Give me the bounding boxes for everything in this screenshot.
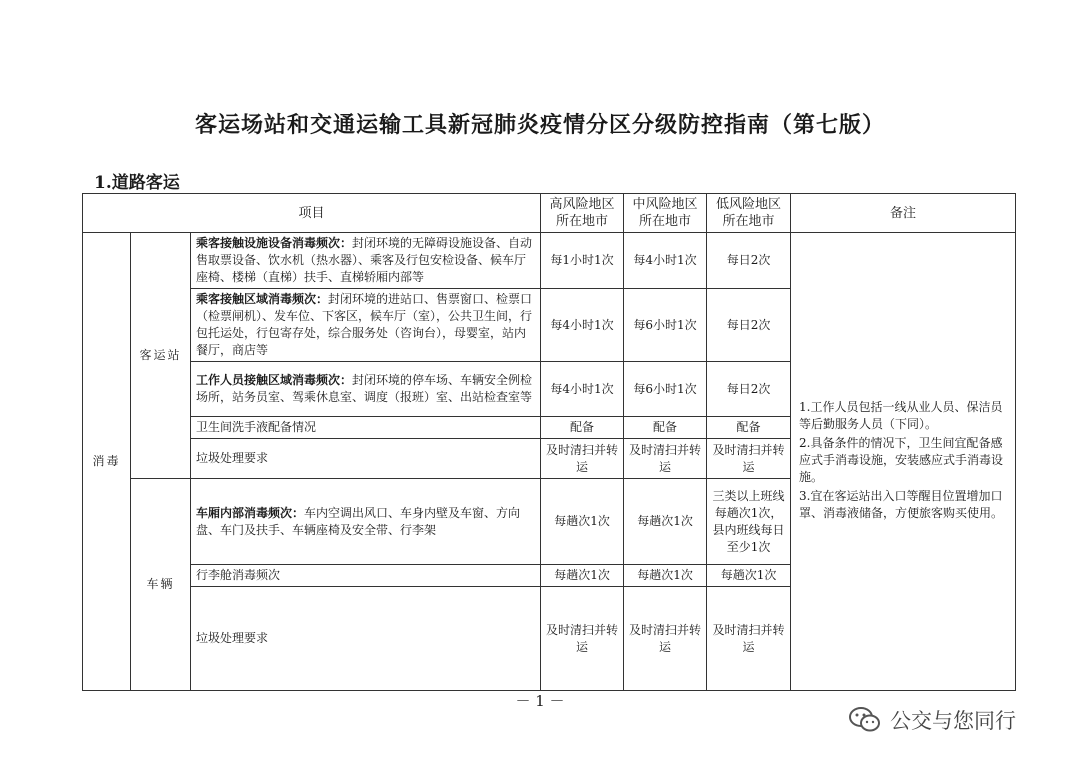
low-cell: 每日2次	[707, 289, 791, 362]
remark-2: 2.具备条件的情况下，卫生间宜配备感应式手消毒设施，安装感应式手消毒设施。	[799, 436, 1004, 484]
vehicle-group-cell: 车辆	[131, 479, 191, 691]
item-heading: 乘客接触设施设备消毒频次：	[196, 236, 353, 250]
high-cell: 每4小时1次	[541, 362, 624, 417]
wechat-icon	[848, 705, 882, 735]
high-cell: 配备	[541, 417, 624, 439]
item-cell: 卫生间洗手液配备情况	[191, 417, 541, 439]
table-row	[83, 233, 1016, 289]
mid-cell: 及时清扫并转运	[624, 587, 707, 691]
watermark-text: 公交与您同行	[890, 709, 1016, 733]
mid-cell: 每4小时1次	[624, 233, 707, 289]
document-title: 客运场站和交通运输工具新冠肺炎疫情分区分级防控指南（第七版）	[194, 112, 885, 138]
station-group-cell: 客运站	[131, 233, 191, 479]
mid-cell: 每6小时1次	[624, 362, 707, 417]
high-cell: 及时清扫并转运	[541, 439, 624, 479]
header-mid: 中风险地区所在地市	[624, 194, 707, 233]
low-cell: 每日2次	[707, 233, 791, 289]
item-cell	[191, 479, 541, 565]
mid-cell: 配备	[624, 417, 707, 439]
item-cell	[191, 289, 541, 362]
low-cell: 配备	[707, 417, 791, 439]
item-cell: 垃圾处理要求	[191, 439, 541, 479]
mid-cell: 每6小时1次	[624, 289, 707, 362]
high-cell: 每1小时1次	[541, 233, 624, 289]
header-low: 低风险地区所在地市	[707, 194, 791, 233]
header-item: 项目	[83, 194, 541, 233]
high-cell: 每4小时1次	[541, 289, 624, 362]
guideline-table	[82, 193, 1016, 691]
category-cell: 消毒	[83, 233, 131, 691]
high-cell: 每趟次1次	[541, 565, 624, 587]
section-heading: 1.道路客运	[94, 173, 180, 193]
item-text: 封闭环境的进站口、售票窗口、检票口（检票闸机）、发车位、下客区，候车厅（室），公共卫生间，行包托运处，行包寄存处，综合服务处（咨询台），母婴室，站内餐厅，商店等	[196, 292, 533, 357]
watermark	[848, 702, 1016, 738]
item-heading: 工作人员接触区域消毒频次：	[196, 373, 353, 387]
item-text: 车内空调出风口、车身内壁及车窗、方向盘、车门及扶手、车辆座椅及安全带、行李架	[196, 505, 521, 537]
high-cell: 及时清扫并转运	[541, 587, 624, 691]
header-high: 高风险地区所在地市	[541, 194, 624, 233]
item-cell	[191, 233, 541, 289]
high-cell: 每趟次1次	[541, 479, 624, 565]
item-cell: 垃圾处理要求	[191, 587, 541, 691]
remark-3: 3.宜在客运站出入口等醒目位置增加口罩、消毒液储备，方便旅客购买使用。	[799, 489, 1004, 520]
low-cell: 及时清扫并转运	[707, 439, 791, 479]
low-cell: 每日2次	[707, 362, 791, 417]
page-number: － 1 －	[515, 692, 565, 710]
item-cell	[191, 362, 541, 417]
low-cell: 每趟次1次	[707, 565, 791, 587]
item-text: 封闭环境的停车场、车辆安全例检场所，站务员室、驾乘休息室、调度（报班）室、出站检查室等	[196, 373, 533, 404]
mid-cell: 每趟次1次	[624, 479, 707, 565]
remark-cell	[791, 233, 1016, 691]
low-cell: 及时清扫并转运	[707, 587, 791, 691]
item-heading: 车厢内部消毒频次：	[196, 505, 305, 520]
mid-cell: 及时清扫并转运	[624, 439, 707, 479]
header-remark: 备注	[791, 194, 1016, 233]
item-cell: 行李舱消毒频次	[191, 565, 541, 587]
low-cell: 三类以上班线每趟次1次，县内班线每日至少1次	[707, 479, 791, 565]
item-text: 封闭环境的无障碍设施设备、自动售取票设备、饮水机（热水器）、乘客及行包安检设备、候车厅座椅、楼梯（直梯）扶手、直梯轿厢内部等	[196, 236, 533, 284]
remark-1: 1.工作人员包括一线从业人员、保洁员等后勤服务人员（下同）。	[799, 400, 1003, 431]
mid-cell: 每趟次1次	[624, 565, 707, 587]
header-row	[83, 194, 1016, 233]
item-heading: 乘客接触区域消毒频次：	[196, 292, 329, 306]
